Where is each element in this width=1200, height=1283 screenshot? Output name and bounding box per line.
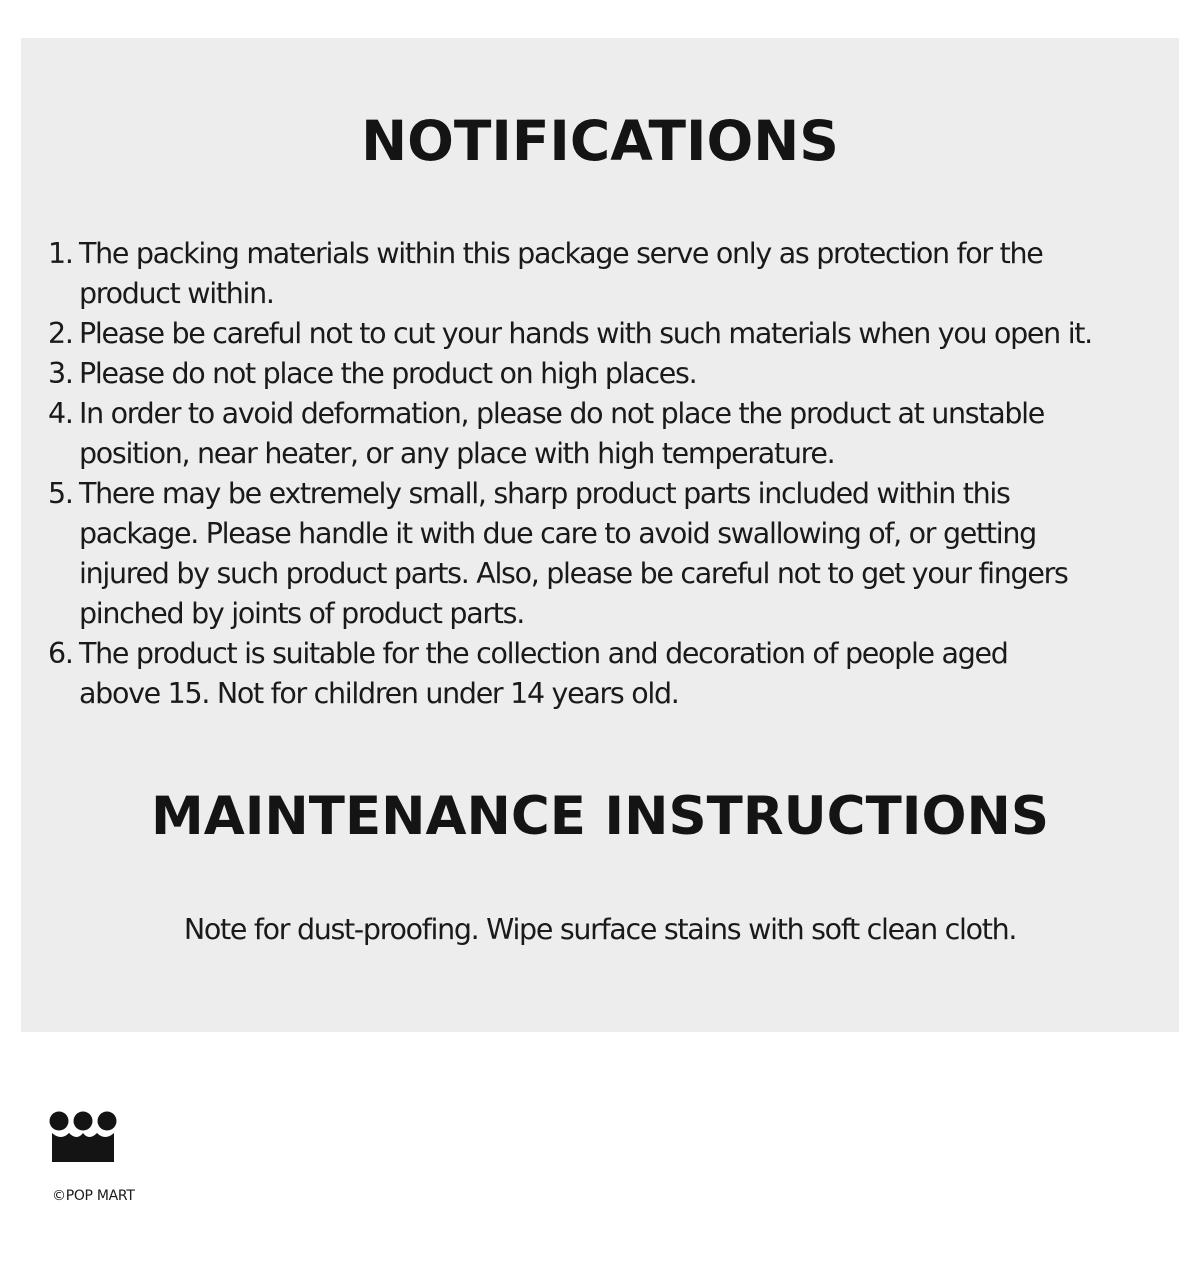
item-number: 3. — [48, 357, 73, 390]
item-text-line: There may be extremely small, sharp product parts included within this — [79, 477, 1010, 510]
item-text-line: Please be careful not to cut your hands with such materials when you open it. — [79, 317, 1092, 350]
item-number: 6. — [48, 637, 73, 670]
item-text-line: The packing materials within this package serve only as protection for the — [79, 237, 1043, 270]
notifications-title: NOTIFICATIONS — [361, 109, 839, 173]
info-panel — [21, 38, 1179, 1032]
item-text-line: injured by such product parts. Also, please be careful not to get your fingers — [79, 557, 1068, 590]
notification-item — [48, 394, 1172, 474]
pop-mart-crown-icon — [49, 1111, 117, 1163]
notification-item — [48, 314, 1172, 354]
item-text-line: The product is suitable for the collection and decoration of people aged — [79, 637, 1008, 670]
item-text-line: Please do not place the product on high places. — [79, 357, 697, 390]
copyright-text: ©POP MART — [52, 1188, 135, 1204]
item-text-line: above 15. Not for children under 14 years old. — [79, 677, 679, 710]
notifications-list — [48, 234, 1172, 714]
item-text-line: In order to avoid deformation, please do not place the product at unstable — [79, 397, 1045, 430]
item-text-line: product within. — [79, 277, 274, 310]
maintenance-title: MAINTENANCE INSTRUCTIONS — [150, 786, 1050, 847]
item-text-line: package. Please handle it with due care to avoid swallowing of, or getting — [79, 517, 1036, 550]
notification-item — [48, 354, 1172, 394]
item-number: 1. — [48, 237, 73, 270]
item-number: 4. — [48, 397, 73, 430]
maintenance-note: Note for dust-proofing. Wipe surface stains with soft clean cloth. — [183, 913, 1017, 946]
notification-item — [48, 474, 1172, 634]
item-number: 5. — [48, 477, 73, 510]
item-number: 2. — [48, 317, 73, 350]
notification-item — [48, 234, 1172, 314]
item-text-line: pinched by joints of product parts. — [79, 597, 524, 630]
item-text-line: position, near heater, or any place with high temperature. — [79, 437, 835, 470]
notification-item — [48, 634, 1172, 714]
